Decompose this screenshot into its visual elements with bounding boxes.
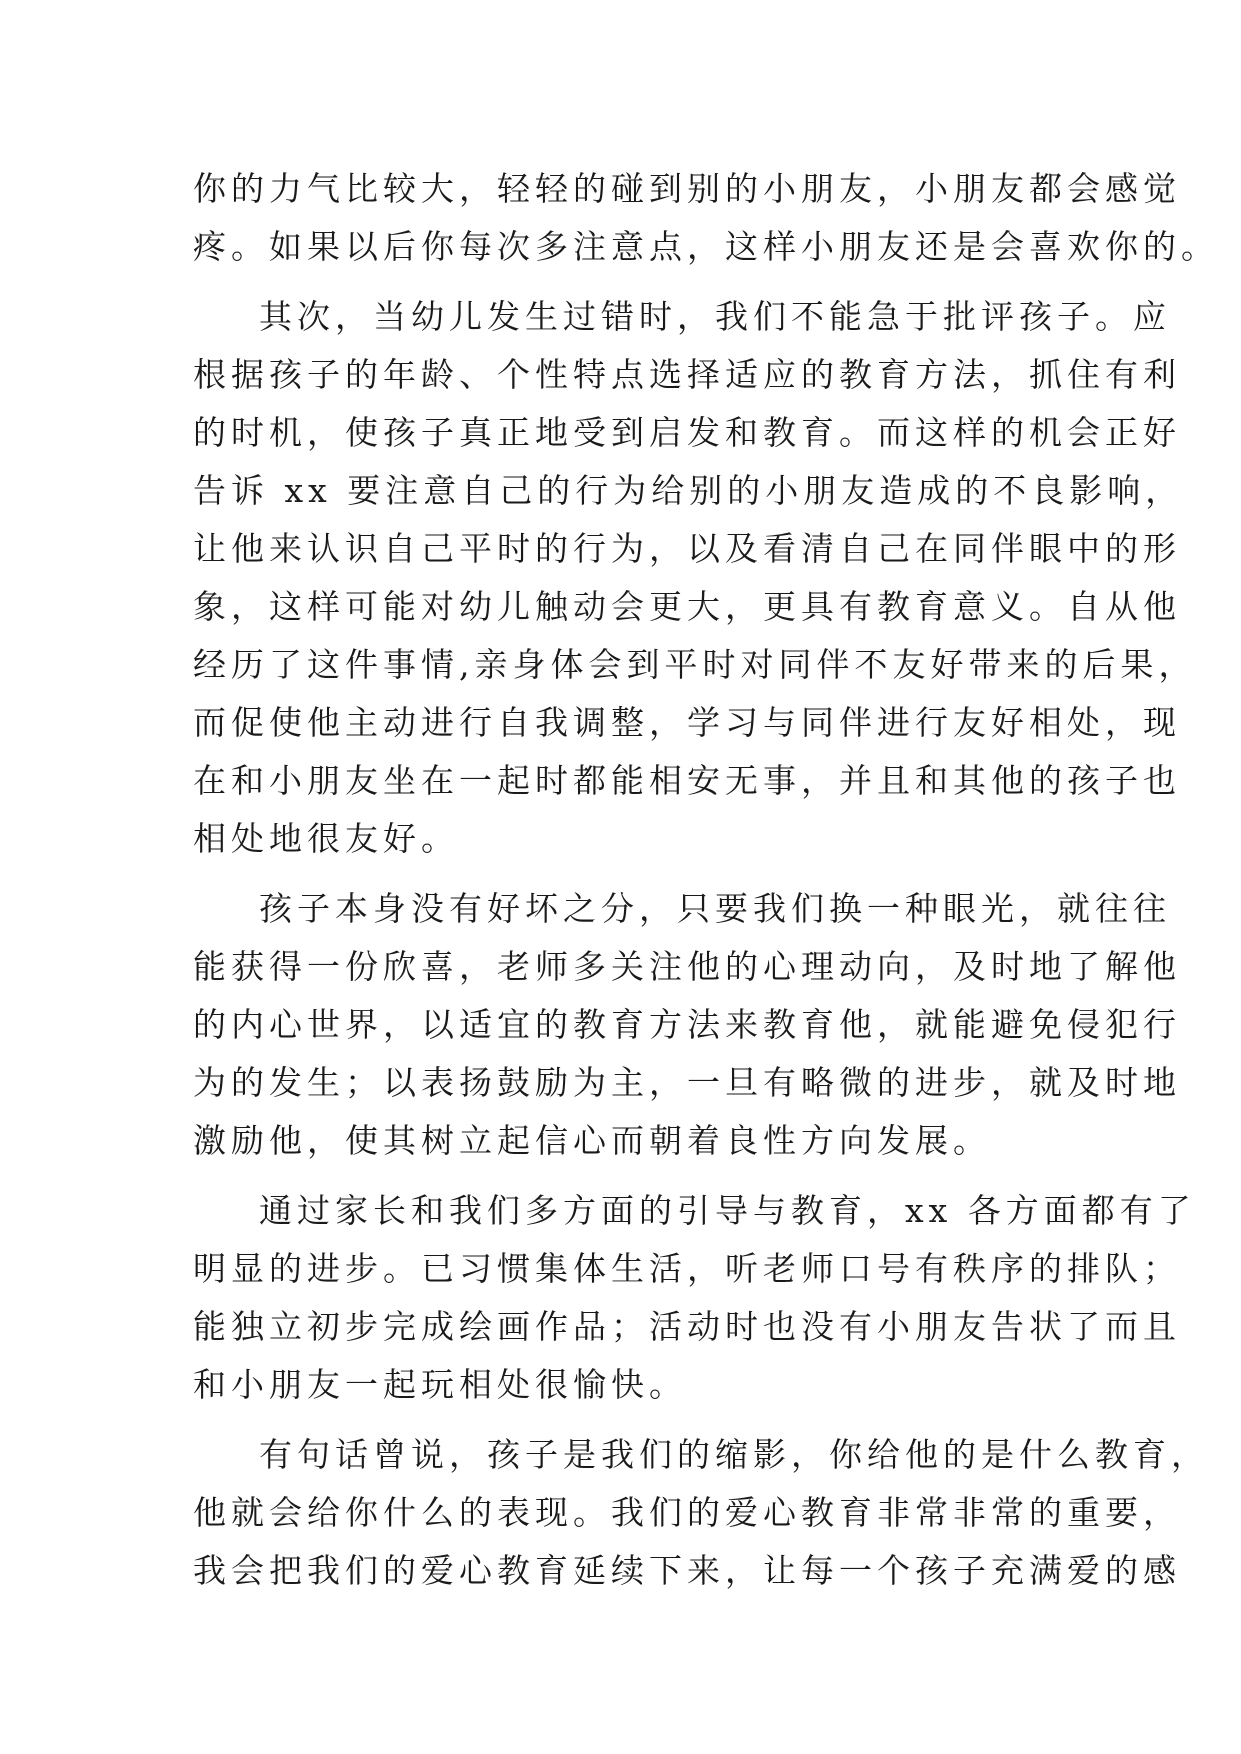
- paragraph-first-line: 其次，当幼儿发生过错时，我们不能急于批评孩子。应: [259, 297, 1171, 336]
- text-line: 你的力气比较大，轻轻的碰到别的小朋友，小朋友都会感觉: [193, 169, 1181, 208]
- text-line: 的内心世界，以适宜的教育方法来教育他，就能避免侵犯行: [193, 1005, 1181, 1044]
- text-line: 让他来认识自己平时的行为，以及看清自己在同伴眼中的形: [193, 529, 1181, 568]
- text-line: 为的发生；以表扬鼓励为主，一旦有略微的进步，就及时地: [193, 1063, 1181, 1102]
- text-line: 他就会给你什么的表现。我们的爱心教育非常非常的重要，: [193, 1493, 1181, 1532]
- paragraph-first-line: 通过家长和我们多方面的引导与教育，xx 各方面都有了: [259, 1191, 1196, 1230]
- text-line: 经历了这件事情,亲身体会到平时对同伴不友好带来的后果，: [193, 645, 1197, 684]
- text-line: 能独立初步完成绘画作品；活动时也没有小朋友告状了而且: [193, 1307, 1181, 1346]
- text-line: 激励他，使其树立起信心而朝着良性方向发展。: [193, 1121, 991, 1160]
- paragraph-first-line: 孩子本身没有好坏之分，只要我们换一种眼光，就往往: [259, 889, 1171, 928]
- text-line: 而促使他主动进行自我调整，学习与同伴进行友好相处，现: [193, 703, 1181, 742]
- text-line: 相处地很友好。: [193, 819, 459, 858]
- text-line: 在和小朋友坐在一起时都能相安无事，并且和其他的孩子也: [193, 761, 1181, 800]
- body-text: [193, 160, 1219, 1600]
- text-line: 的时机，使孩子真正地受到启发和教育。而这样的机会正好: [193, 413, 1181, 452]
- text-line: 告诉 xx 要注意自己的行为给别的小朋友造成的不良影响，: [193, 471, 1184, 510]
- text-line: 能获得一份欣喜，老师多关注他的心理动向，及时地了解他: [193, 947, 1181, 986]
- text-line: 和小朋友一起玩相处很愉快。: [193, 1365, 687, 1404]
- text-line: 根据孩子的年龄、个性特点选择适应的教育方法，抓住有利: [193, 355, 1181, 394]
- text-line: 疼。如果以后你每次多注意点，这样小朋友还是会喜欢你的。: [193, 227, 1219, 266]
- text-line: 明显的进步。已习惯集体生活，听老师口号有秩序的排队；: [193, 1249, 1181, 1288]
- text-line: 象，这样可能对幼儿触动会更大，更具有教育意义。自从他: [193, 587, 1181, 626]
- text-line: 我会把我们的爱心教育延续下来，让每一个孩子充满爱的感: [193, 1551, 1181, 1590]
- paragraph-first-line: 有句话曾说，孩子是我们的缩影，你给他的是什么教育，: [259, 1435, 1209, 1474]
